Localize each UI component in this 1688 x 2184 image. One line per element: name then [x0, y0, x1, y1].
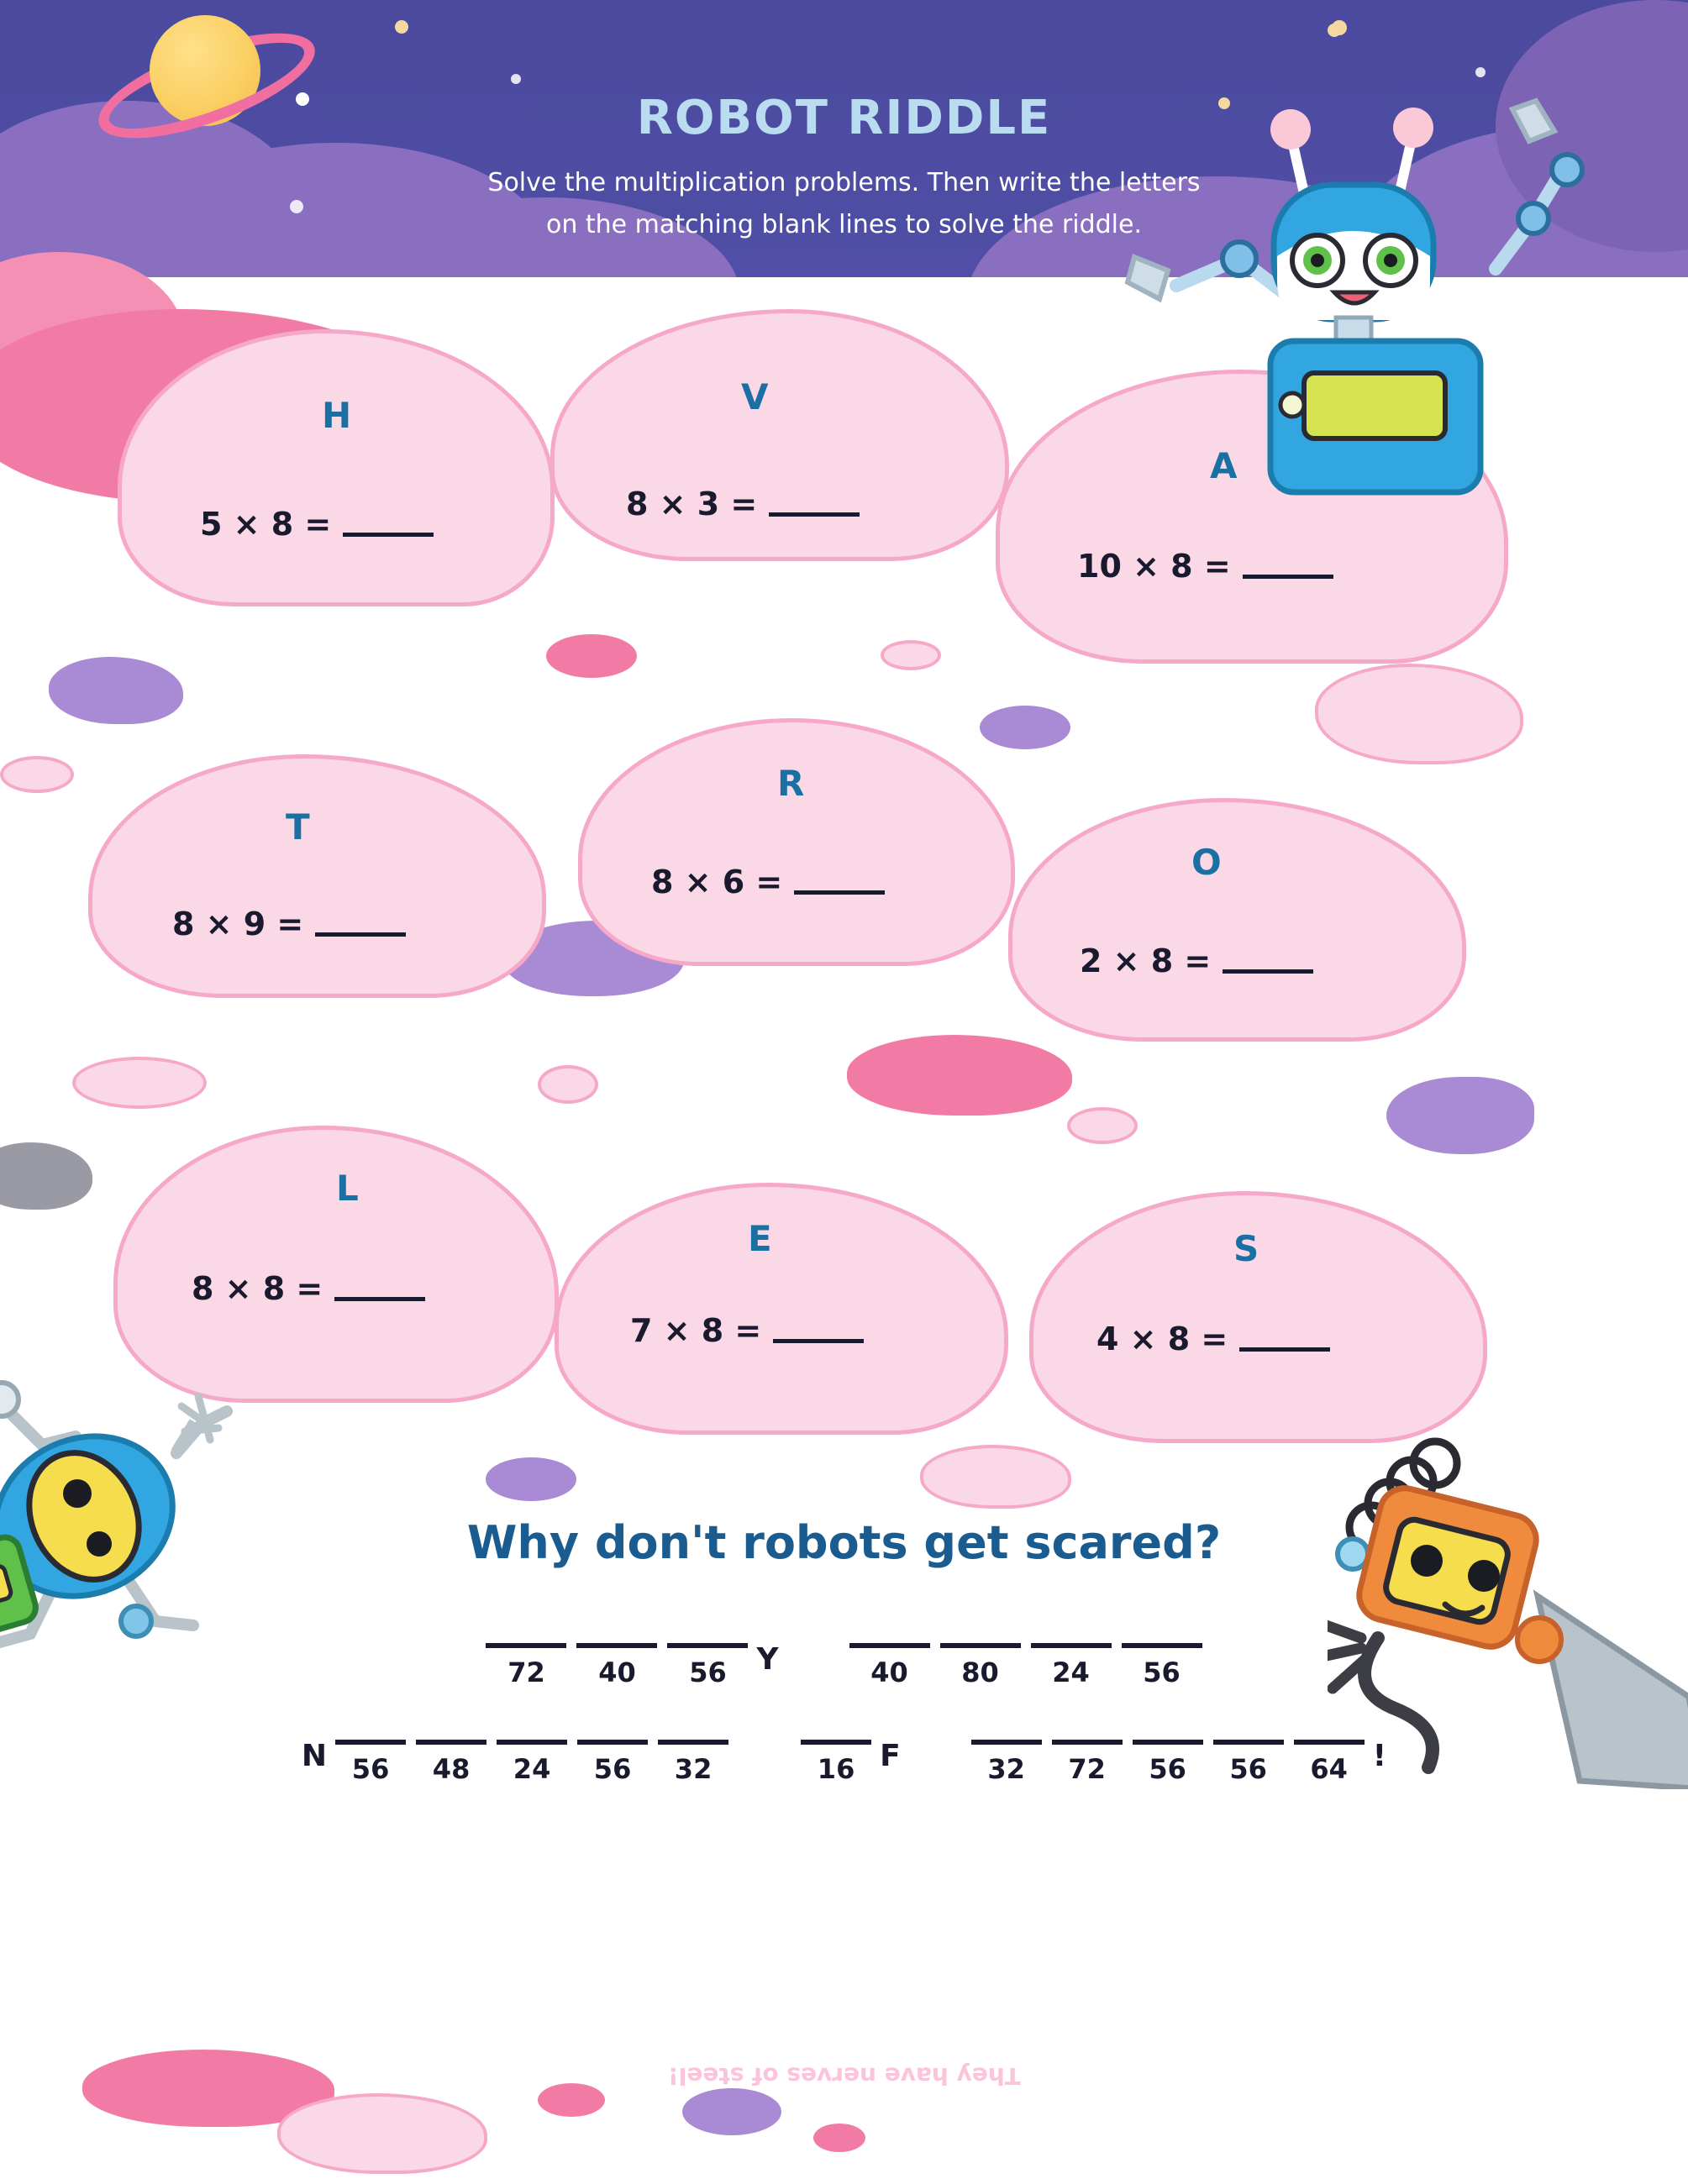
problem-equation-text-7: 8 × 8 =	[192, 1270, 323, 1307]
riddle-question: Why don't robots get scared?	[466, 1516, 1222, 1569]
pebble	[277, 2093, 487, 2174]
answer-slot[interactable]	[1122, 1643, 1202, 1688]
answer-slot[interactable]	[497, 1740, 567, 1785]
answer-line[interactable]	[667, 1643, 748, 1648]
answer-slot[interactable]	[1031, 1643, 1112, 1688]
answer-number: 56	[1229, 1753, 1267, 1785]
answer-slot[interactable]	[1052, 1740, 1123, 1785]
answer-line[interactable]	[1133, 1740, 1203, 1745]
pebble	[920, 1445, 1071, 1509]
answer-line[interactable]	[576, 1643, 657, 1648]
problem-equation-1	[200, 506, 434, 543]
problem-equation-8	[630, 1312, 864, 1349]
answer-number: 56	[689, 1656, 727, 1688]
answer-blank-6[interactable]	[1223, 969, 1313, 974]
answer-line[interactable]	[577, 1740, 648, 1745]
given-letter: F	[880, 1739, 901, 1773]
problem-equation-text-6: 2 × 8 =	[1080, 942, 1212, 979]
answer-number: 56	[1149, 1753, 1186, 1785]
pebble	[847, 1035, 1072, 1116]
answer-blank-1[interactable]	[343, 533, 434, 537]
answer-slot[interactable]	[1133, 1740, 1203, 1785]
pebble	[881, 640, 941, 670]
answer-line[interactable]	[971, 1740, 1042, 1745]
answer-line[interactable]	[658, 1740, 728, 1745]
problem-equation-text-4: 8 × 9 =	[172, 906, 304, 942]
answer-line[interactable]	[940, 1643, 1021, 1648]
problem-equation-4	[172, 906, 406, 942]
pebble	[486, 1457, 576, 1501]
problem-letter-6: O	[1191, 842, 1222, 883]
problem-letter-7: L	[336, 1168, 359, 1209]
pebble	[1067, 1107, 1138, 1144]
problem-letter-2: V	[741, 376, 769, 417]
answer-key-text: They have nerves of steel!	[667, 2062, 1021, 2090]
answer-line[interactable]	[1122, 1643, 1202, 1648]
answer-slot[interactable]	[849, 1643, 930, 1688]
pebble	[1386, 1077, 1534, 1154]
answer-number: 32	[674, 1753, 713, 1785]
answer-number: 24	[1052, 1656, 1090, 1688]
answer-line[interactable]	[497, 1740, 567, 1745]
answer-number: 48	[432, 1753, 471, 1785]
answer-slot[interactable]	[335, 1740, 406, 1785]
robot-bottom-right-icon	[1328, 1428, 1688, 1789]
answer-slot[interactable]	[486, 1643, 566, 1688]
answer-number: 16	[817, 1753, 855, 1785]
pebble	[682, 2088, 781, 2135]
answer-slot[interactable]	[940, 1643, 1021, 1688]
problem-equation-text-9: 4 × 8 =	[1096, 1320, 1228, 1357]
answer-blank-5[interactable]	[794, 890, 885, 895]
answer-number: 40	[598, 1656, 636, 1688]
answer-blank-7[interactable]	[334, 1297, 425, 1301]
pebble	[0, 756, 74, 793]
answer-number: 64	[1310, 1753, 1348, 1785]
answer-key-upside-down	[0, 2062, 1688, 2090]
answer-slot[interactable]	[576, 1643, 657, 1688]
answer-slot[interactable]	[577, 1740, 648, 1785]
problem-equation-text-2: 8 × 3 =	[626, 486, 758, 522]
problem-letter-5: R	[777, 763, 805, 804]
pebble	[538, 1065, 598, 1104]
answer-slot[interactable]	[801, 1740, 871, 1785]
page-title: ROBOT RIDDLE	[636, 91, 1052, 145]
problem-equation-2	[626, 486, 860, 522]
instructions-line-2: on the matching blank lines to solve the riddle.	[545, 209, 1143, 239]
problem-letter-8: E	[748, 1218, 772, 1259]
answer-slot[interactable]	[971, 1740, 1042, 1785]
answer-line[interactable]	[1031, 1643, 1112, 1648]
robot-bottom-left-icon	[0, 1344, 286, 1697]
problem-equation-text-8: 7 × 8 =	[630, 1312, 762, 1349]
answer-number: 40	[870, 1656, 908, 1688]
answer-line[interactable]	[1052, 1740, 1123, 1745]
answer-slot[interactable]	[667, 1643, 748, 1688]
answer-number: 56	[593, 1753, 632, 1785]
answer-slot[interactable]	[1213, 1740, 1284, 1785]
given-letter: Y	[756, 1642, 779, 1677]
pebble	[980, 706, 1070, 749]
pebble	[813, 2124, 865, 2152]
problem-equation-text-1: 5 × 8 =	[200, 506, 332, 543]
pebble	[546, 634, 637, 678]
instructions-line-1: Solve the multiplication problems. Then write the letters	[487, 168, 1201, 197]
answer-number: 72	[507, 1656, 545, 1688]
answer-number: 56	[351, 1753, 390, 1785]
answer-number: 72	[1068, 1753, 1106, 1785]
problem-equation-text-5: 8 × 6 =	[651, 864, 783, 900]
answer-blank-8[interactable]	[773, 1339, 864, 1343]
answer-blank-2[interactable]	[769, 512, 860, 517]
answer-number: 56	[1143, 1656, 1181, 1688]
problem-letter-1: H	[322, 395, 352, 436]
problem-letter-3: A	[1210, 445, 1238, 486]
answer-blank-4[interactable]	[315, 932, 406, 937]
problem-equation-7	[192, 1270, 425, 1307]
worksheet-header	[0, 0, 1688, 244]
problem-letter-9: S	[1233, 1228, 1259, 1269]
answer-line[interactable]	[416, 1740, 486, 1745]
answer-blank-9[interactable]	[1239, 1347, 1330, 1352]
problem-equation-5	[651, 864, 885, 900]
answer-line[interactable]	[849, 1643, 930, 1648]
answer-line[interactable]	[486, 1643, 566, 1648]
answer-number: 32	[987, 1753, 1025, 1785]
problem-equation-9	[1096, 1320, 1330, 1357]
answer-number: 24	[513, 1753, 551, 1785]
answer-slot[interactable]	[658, 1740, 728, 1785]
given-letter: N	[301, 1739, 328, 1773]
answer-slot[interactable]	[416, 1740, 486, 1785]
problem-equation-3	[1077, 548, 1333, 585]
answer-line[interactable]	[801, 1740, 871, 1745]
pebble	[72, 1057, 207, 1109]
answer-line[interactable]	[335, 1740, 406, 1745]
answer-blank-3[interactable]	[1243, 575, 1333, 579]
problem-equation-6	[1080, 942, 1313, 979]
problem-equation-text-3: 10 × 8 =	[1077, 548, 1231, 585]
problem-letter-4: T	[286, 806, 310, 848]
exclamation-mark: !	[1372, 1739, 1387, 1773]
answer-line[interactable]	[1213, 1740, 1284, 1745]
answer-number: 80	[961, 1656, 999, 1688]
